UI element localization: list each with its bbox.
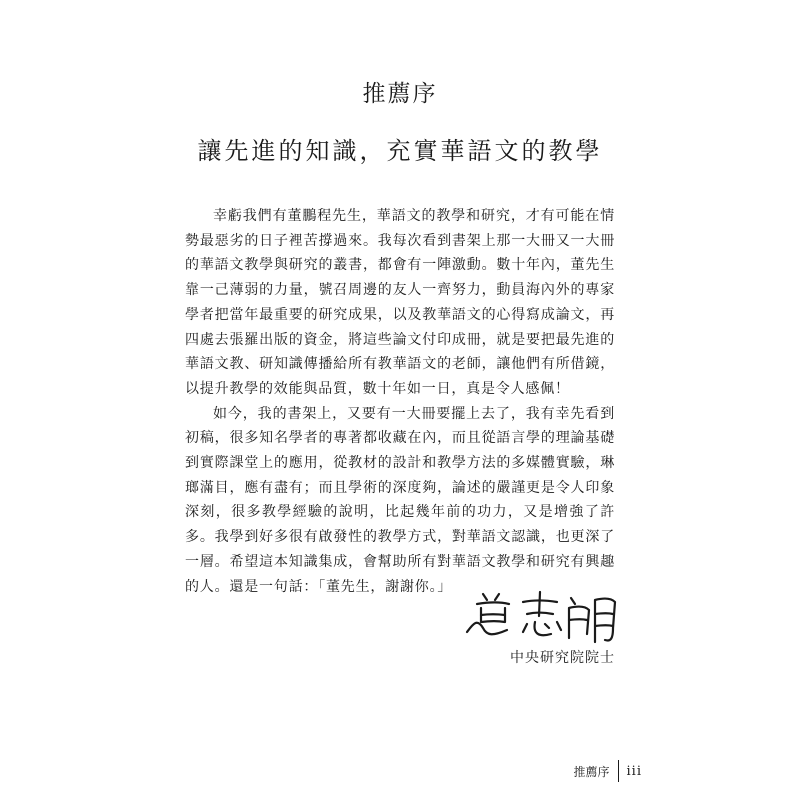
author-affiliation: 中央研究院院士	[510, 650, 615, 666]
handwritten-signature	[463, 588, 623, 648]
running-head: 推薦序	[573, 764, 610, 779]
page-footer	[574, 760, 643, 782]
main-title: 讓先進的知識，充實華語文的教學	[197, 137, 603, 165]
footer-divider	[618, 760, 619, 782]
section-title: 推薦序	[362, 81, 438, 107]
page-number: iii	[626, 763, 642, 779]
paragraph-1: 幸虧我們有董鵬程先生，華語文的教學和研究，才有可能在情勢最惡劣的日子裡苦撐過來。我每次看到書架上那一大冊又一大冊的華語文教學與研究的叢書，都會有一陣激動。數十年內，董先生靠一己薄弱的力量，號召周邊的友人一齊努力，動員海內外的專家學者把當年最重要的研究成果，以及教華語文的心得寫成論文，再四處去張羅出版的資金，將這些論文付印成冊，就是要把最先進的華語文教、研知識傳播給所有教華語文的老師，讓他們有所借鏡，以提升教學的效能與品質，數十年如一日，真是令人感佩！	[185, 208, 615, 397]
paragraph-2: 如今，我的書架上，又要有一大冊要擺上去了，我有幸先看到初稿，很多知名學者的專著都收藏在內，而且從語言學的理論基礎到實際課堂上的應用，從教材的設計和教學方法的多媒體實驗，琳瑯滿目，應有盡有；而且學術的深度夠，論述的嚴謹更是令人印象深刻，很多教學經驗的說明，比起幾年前的功力，又是增強了許多。我學到好多很有啟發性的教學方式，對華語文認識，也更深了一層。希望這本知識集成，會幫助所有對華語文教學和研究有興趣的人。還是一句話：「董先生，謝謝你。」	[185, 405, 615, 595]
body-text	[185, 204, 615, 599]
